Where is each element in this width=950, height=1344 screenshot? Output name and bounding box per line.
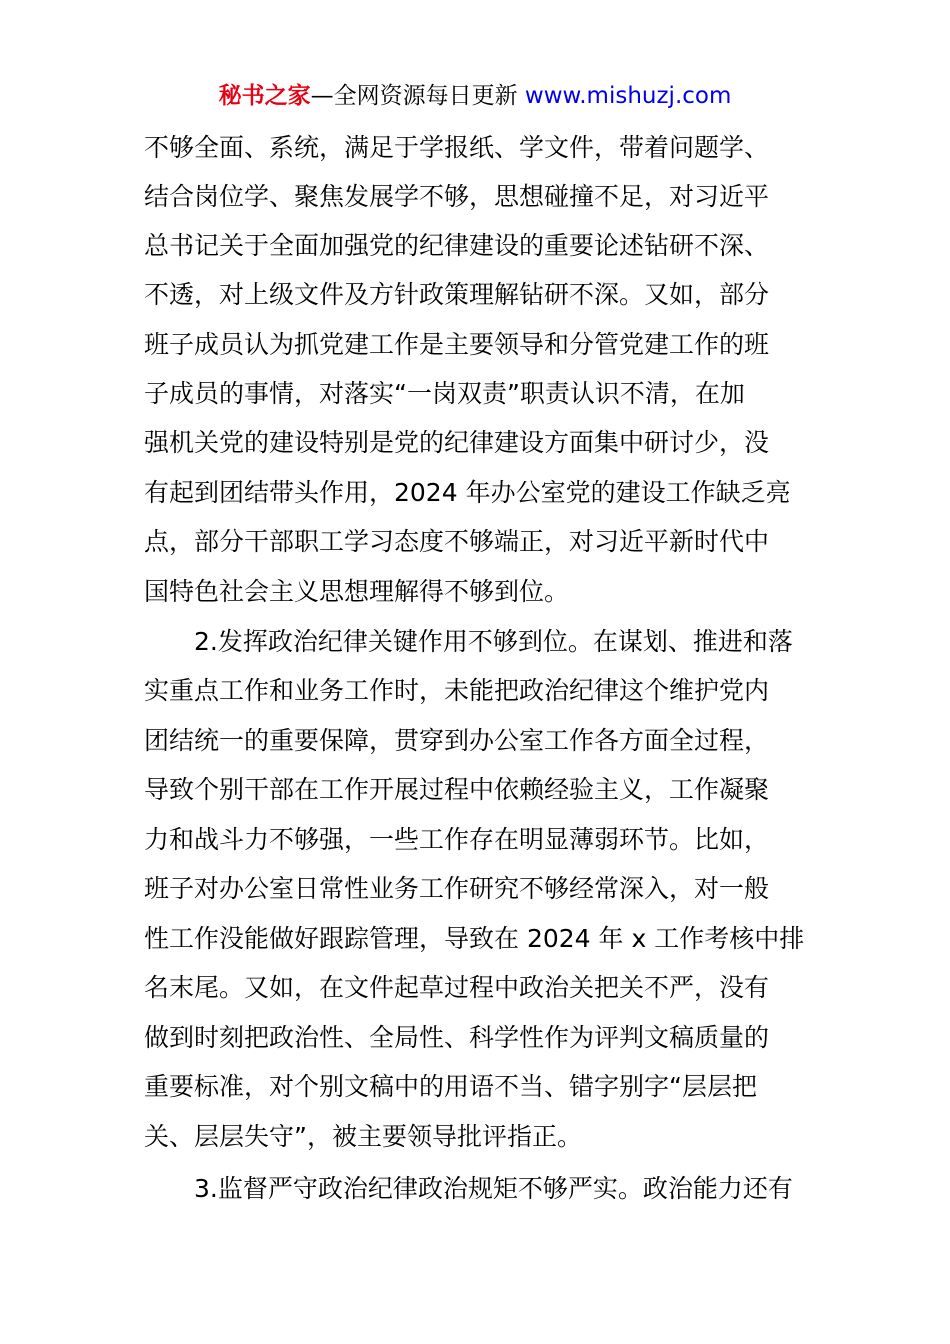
text-line: 性工作没能做好跟踪管理，导致在 2024 年 x 工作考核中排 (144, 924, 805, 953)
text-line: 国特色社会主义思想理解得不够到位。 (144, 577, 570, 606)
text-line: 不透，对上级文件及方针政策理解钻研不深。又如，部分 (144, 280, 770, 309)
text-line: 力和战斗力不够强，一些工作存在明显薄弱环节。比如， (144, 825, 770, 854)
text-line: 名末尾。又如，在文件起草过程中政治关把关不严，没有 (144, 973, 770, 1002)
site-brand: 秘书之家 (218, 83, 311, 109)
text-line: 导致个别干部在工作开展过程中依赖经验主义，工作凝聚 (144, 775, 770, 804)
site-url-link[interactable]: www.mishuzj.com (524, 83, 732, 109)
paragraph-first-line: 2.发挥政治纪律关键作用不够到位。在谋划、推进和落 (194, 627, 793, 656)
text-line: 班子对办公室日常性业务工作研究不够经常深入，对一般 (144, 874, 770, 903)
text-line: 总书记关于全面加强党的纪律建设的重要论述钻研不深、 (144, 231, 770, 260)
text-line: 关、层层失守”，被主要领导批评指正。 (144, 1122, 582, 1151)
site-tagline: —全网资源每日更新 (310, 83, 518, 109)
text-line: 子成员的事情，对落实“一岗双责”职责认识不清，在加 (144, 379, 745, 408)
text-line: 结合岗位学、聚焦发展学不够，思想碰撞不足，对习近平 (144, 182, 770, 211)
text-line: 重要标准，对个别文稿中的用语不当、错字别字“层层把 (144, 1072, 757, 1101)
paragraph-first-line: 3.监督严守政治纪律政治规矩不够严实。政治能力还有 (194, 1174, 793, 1203)
text-line: 班子成员认为抓党建工作是主要领导和分管党建工作的班 (144, 330, 770, 359)
text-line: 实重点工作和业务工作时，未能把政治纪律这个维护党内 (144, 676, 770, 705)
text-line: 做到时刻把政治性、全局性、科学性作为评判文稿质量的 (144, 1023, 770, 1052)
text-line: 点，部分干部职工学习态度不够端正，对习近平新时代中 (144, 527, 770, 556)
text-line: 有起到团结带头作用，2024 年办公室党的建设工作缺乏亮 (144, 478, 791, 507)
site-header (0, 78, 950, 114)
text-line: 团结统一的重要保障，贯穿到办公室工作各方面全过程， (144, 726, 770, 755)
text-line: 不够全面、系统，满足于学报纸、学文件，带着问题学、 (144, 133, 770, 162)
text-line: 强机关党的建设特别是党的纪律建设方面集中研讨少，没 (144, 428, 770, 457)
